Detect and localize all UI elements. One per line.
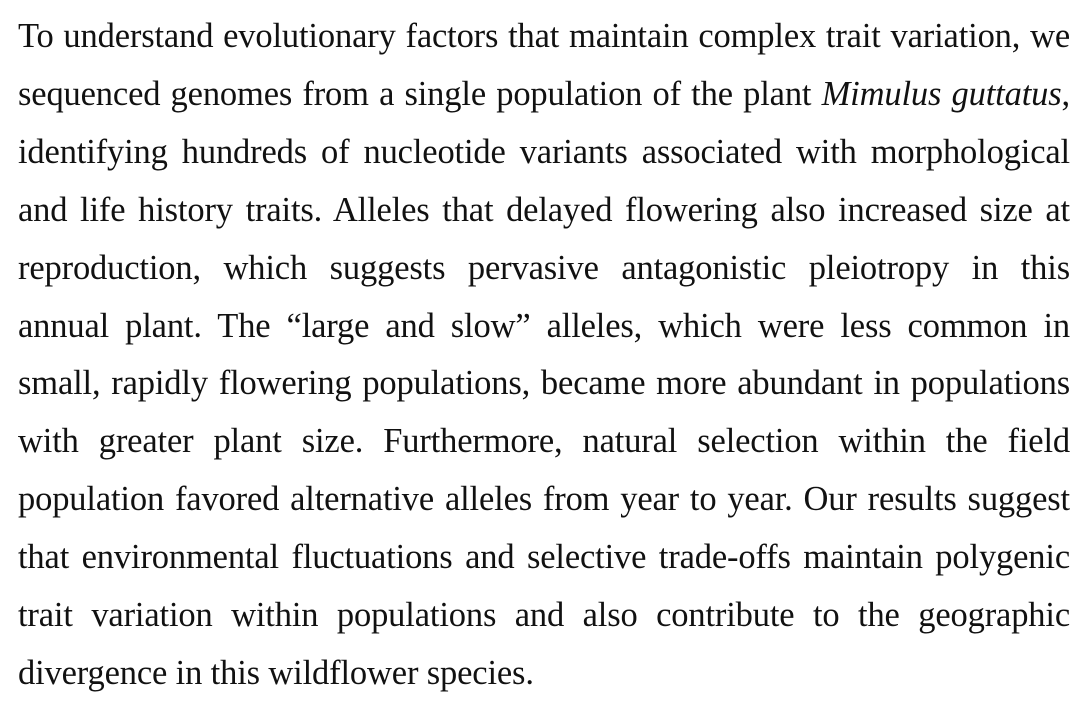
abstract-text-part-1: To understand evolutionary factors that maintain complex trait variation, we sequenced genomes from a single population of the plant <box>18 17 1070 113</box>
abstract-text-part-2: , identifying hundreds of nucleotide variants associated with morphological and life history traits. Alleles that delayed flowering also increased size at reproduction, which suggests pervasive antagonistic pleiotropy in this annual plant. The “large and slow” alleles, which were less common in small, rapidly flowering populations, became more abundant in populations with greater plant size. Furthermore, natural selection within the field population favored alternative alleles from year to year. Our results suggest that environmental fluctuations and selective trade-offs maintain polygenic trait variation within populations and also contribute to the geographic divergence in this wildflower species. <box>18 74 1070 692</box>
species-name: Mimulus guttatus <box>821 74 1062 113</box>
abstract-paragraph <box>18 8 1070 703</box>
